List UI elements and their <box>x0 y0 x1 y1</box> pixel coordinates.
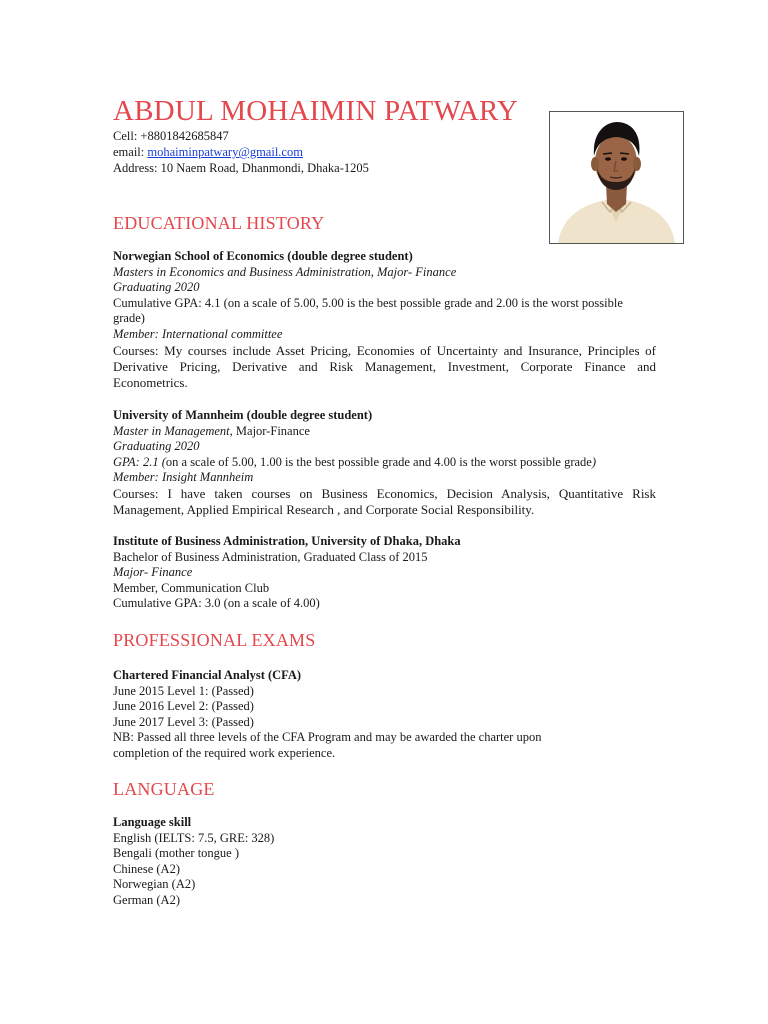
profile-photo <box>549 111 684 244</box>
gpa: Cumulative GPA: 4.1 (on a scale of 5.00, 5.00 is the best possible grade and 2.00 is the worst possible grade) <box>113 295 623 326</box>
exams-cfa <box>113 668 656 762</box>
language-item: Norwegian (A2) <box>113 877 196 892</box>
gpa <box>113 455 656 471</box>
exam-title: Chartered Financial Analyst (CFA) <box>113 668 302 682</box>
school-name: University of Mannheim (double degree student) <box>113 408 373 422</box>
degree <box>113 424 656 440</box>
degree-major: Major-Finance <box>232 423 310 438</box>
email-link[interactable]: mohaiminpatwary@gmail.com <box>147 145 303 159</box>
exam-level: June 2017 Level 3: (Passed) <box>113 714 254 729</box>
membership: Member: International committee <box>113 326 283 341</box>
contact-info <box>113 128 369 176</box>
language-item: German (A2) <box>113 892 180 907</box>
language-skills <box>113 815 656 909</box>
address: Address: 10 Naem Road, Dhanmondi, Dhaka-1205 <box>113 161 369 175</box>
exams-heading: PROFESSIONAL EXAMS <box>113 630 316 650</box>
major: Major- Finance <box>113 565 193 580</box>
graduation: Graduating 2020 <box>113 280 200 295</box>
exam-level: June 2016 Level 2: (Passed) <box>113 699 254 714</box>
education-nhh <box>113 249 656 391</box>
gpa-scale: on a scale of 5.00, 1.00 is the best possible grade and 4.00 is the worst possible grade <box>165 454 592 469</box>
degree: Bachelor of Business Administration, Graduated Class of 2015 <box>113 549 428 564</box>
exam-level: June 2015 Level 1: (Passed) <box>113 683 254 698</box>
language-item: English (IELTS: 7.5, GRE: 328) <box>113 830 275 845</box>
degree: Masters in Economics and Business Administration, Major- Finance <box>113 264 457 279</box>
education-mannheim <box>113 408 656 518</box>
school-name: Institute of Business Administration, University of Dhaka, Dhaka <box>113 534 461 548</box>
education-dhaka <box>113 534 656 612</box>
degree-title: Master in Management, <box>113 423 233 438</box>
language-item: Bengali (mother tongue ) <box>113 846 240 861</box>
membership: Member: Insight Mannheim <box>113 470 254 485</box>
language-heading: LANGUAGE <box>113 779 215 799</box>
email-label: email: <box>113 145 148 159</box>
language-item: Chinese (A2) <box>113 861 180 876</box>
school-name: Norwegian School of Economics (double degree student) <box>113 249 413 263</box>
gpa: Cumulative GPA: 3.0 (on a scale of 4.00) <box>113 596 320 611</box>
gpa-close: ) <box>591 454 597 469</box>
gpa-value: GPA: 2.1 ( <box>113 454 166 469</box>
graduation: Graduating 2020 <box>113 439 200 454</box>
language-subtitle: Language skill <box>113 815 192 829</box>
exam-note: NB: Passed all three levels of the CFA Program and may be awarded the charter upon completion of the required work experience. <box>113 730 542 760</box>
email-line <box>113 144 369 160</box>
education-heading: EDUCATIONAL HISTORY <box>113 213 325 233</box>
membership: Member, Communication Club <box>113 580 270 595</box>
cell-number: Cell: +8801842685847 <box>113 129 229 143</box>
candidate-name: ABDUL MOHAIMIN PATWARY <box>113 95 519 127</box>
courses: Courses: My courses include Asset Pricing, Economies of Uncertainty and Insurance, Principles of Derivative Pricing, Derivative and Risk Management, Investment, Corporate Finance and Econometrics. <box>113 342 656 390</box>
courses: Courses: I have taken courses on Business Economics, Decision Analysis, Quantitative Risk Management, Applied Empirical Research , and Corporate Social Responsibility. <box>113 485 656 517</box>
